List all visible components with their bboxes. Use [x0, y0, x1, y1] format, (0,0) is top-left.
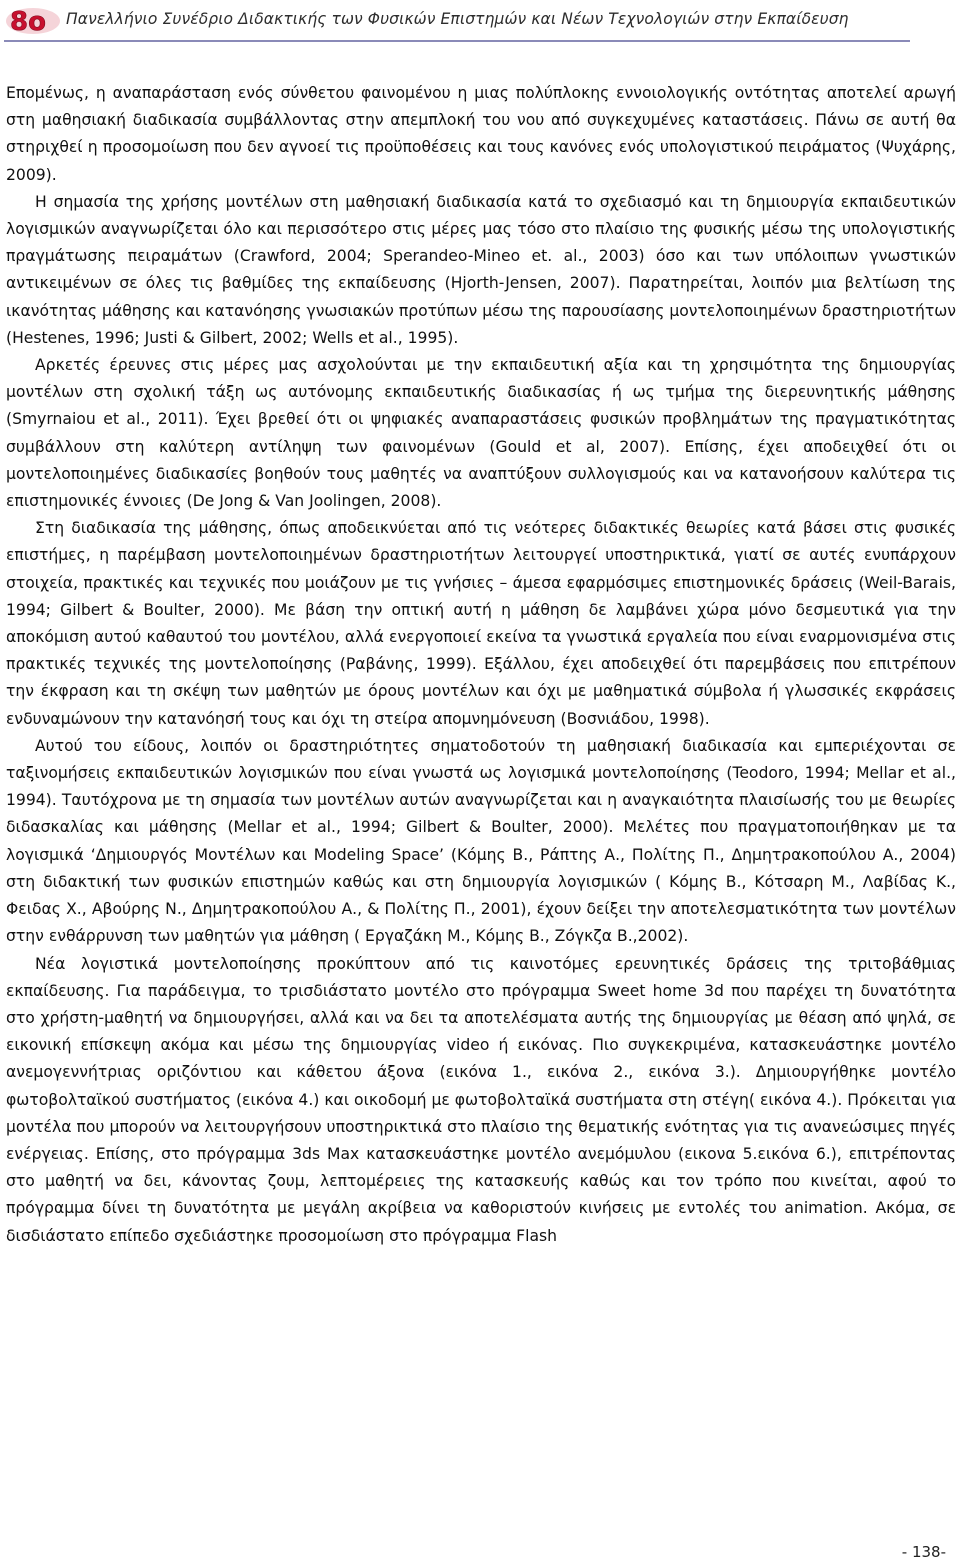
paragraph: Στη διαδικασία της μάθησης, όπως αποδεικνύεται από τις νεότερες διδακτικές θεωρίες κατά βάσει στις φυσικές επιστήμες, η παρέμβαση μοντελοποιημένων δραστηριοτήτων λειτουργεί υποστηρικτικά, γιατί σε αυτές ενυπάρχουν στοιχεία, πρακτικές και τεχνικές που μοιάζουν με τις γνήσιες – άμεσα εφαρμόσιμες επιστημονικές δράσεις (Weil-Barais, 1994; Gilbert & Boulter, 2000). Με βάση την οπτική αυτή η μάθηση δε λαμβάνει χώρα μόνο δεσμευτικά για την αποκόμιση αυτού καθαυτού του μοντέλου, αλλά ενεργοποιεί εκείνα τα γνωστικά εργαλεία που είναι εναρμονισμένα στις πρακτικές τεχνικές της μοντελοποίησης (Ραβάνης, 1999). Εξάλλου, έχει αποδειχθεί ότι παρεμβάσεις που επιτρέπουν την έκφραση και τη σκέψη των μαθητών με όρους μοντέλων και όχι με μαθηματικά σύμβολα ή γλωσσικές εκφράσεις ενδυναμώνουν την κατανόησή τους και όχι τη στείρα απομνημόνευση (Βοσνιάδου, 1998).	[6, 519, 956, 728]
paragraph: Επομένως, η αναπαράσταση ενός σύνθετου φαινομένου η μιας πολύπλοκης εννοιολογικής οντότητας αποτελεί αρωγή στη μαθησιακή διαδικασία συμβάλλοντας στην απεμπλοκή του νου από συγκεχυμένες καταστάσεις. Πάνω σε αυτή θα στηριχθεί η προσομοίωση που δεν αγνοεί τις προϋποθέσεις και τους κανόνες ενός υπολογιστικού πειράματος (Ψυχάρης, 2009).	[6, 84, 956, 184]
paragraph: Νέα λογιστικά μοντελοποίησης προκύπτουν από τις καινοτόμες ερευνητικές δράσεις της τριτοβάθμιας εκπαίδευσης. Για παράδειγμα, το τρισδιάστατο μοντέλο στο πρόγραμμα Sweet home 3d που παρέχει τη δυνατότητα στο χρήστη-μαθητή να δημιουργήσει, αλλά και να δει τα αποτελέσματα αυτής της δημιουργίας με θέαση από ψηλά, σε εικονική επίσκεψη ακόμα και μέσω της δημιουργίας video ή εικόνας. Πιο συγκεκριμένα, κατασκευάστηκε μοντέλο ανεμογεννήτριας οριζόντιου και κάθετου άξονα (εικόνα 1., εικόνα 2., εικόνα 3.). Δημιουργήθηκε μοντέλο φωτοβολταϊκού συστήματος (εικόνα 4.) και οικοδομή με φωτοβολταϊκά συστήματα στη στέγη( εικόνα 4.). Πρόκειται για μοντέλα που μπορούν να λειτουργήσουν υποστηρικτικά στο πλαίσιο της θεματικής ενότητας για τις ανανεώσιμες πηγές ενέργειας. Επίσης, στο πρόγραμμα 3ds Max κατασκευάστηκε μοντέλο ανεμόμυλου (εικονα 5.εικόνα 6.), επιτρέποντας στο μαθητή να δει, κάνοντας ζουμ, λεπτομέρειες της κατασκευής καθώς και τον τρόπο που κινείται, αφού το πρόγραμμα δίνει τη δυνατότητα με μεγάλη ακρίβεια να καθοριστούν κινήσεις με εντολές του animation. Ακόμα, σε δισδιάστατο επίπεδο σχεδιάστηκε προσομοίωση στο πρόγραμμα Flash	[6, 954, 956, 1245]
paragraph: Αυτού του είδους, λοιπόν οι δραστηριότητες σηματοδοτούν τη μαθησιακή διαδικασία και εμπεριέχονται σε ταξινομήσεις εκπαιδευτικών λογισμικών που είναι γνωστά ως λογισμικά μοντελοποίησης (Teodoro, 1994; Mellar et al., 1994). Ταυτόχρονα με τη σημασία των μοντέλων αυτών αναγνωρίζεται και η αναγκαιότητα πλαισίωσής του με θεωρίες διδασκαλίας και μάθησης (Mellar et al., 1994; Gilbert & Boulter, 2000). Μελέτες που πραγματοποιήθηκαν με τα λογισμικά ‘Δημιουργός Μοντέλων και Modeling Space’ (Κόμης Β., Ράπτης Α., Πολίτης Π., Δημητρακοπούλου Α., 2004) στη διδακτική των φυσικών επιστημών καθώς και στη δημιουργία λογισμικών ( Κόμης Β., Κότσαρη Μ., Λαβίδας Κ., Φειδας Χ., Αβούρης Ν., Δημητρακοπούλου Α., & Πολίτης Π., 2001), έχουν δείξει την αποτελεσματικότητα των μοντέλων στην ενθάρρυνση των μαθητών για μάθηση ( Εργαζάκη Μ., Κόμης Β., Ζόγκζα Β.,2002).	[6, 736, 956, 946]
page-number: - 138-	[901, 1543, 946, 1561]
paragraph: Αρκετές έρευνες στις μέρες μας ασχολούνται με την εκπαιδευτική αξία και τη χρησιμότητα της δημιουργίας μοντέλων στη σχολική τάξη ως αυτόνομης εκπαιδευτικής διαδικασίας ή ως τμήμα της διερευνητικής μάθησης (Smyrnaiou et al., 2011). Έχει βρεθεί ότι οι ψηφιακές αναπαραστάσεις φυσικών προβλημάτων της πραγματικότητας συμβάλλουν στη καλύτερη αντίληψη των φαινομένων (Gould et al, 2007). Επίσης, έχει αποδειχθεί ότι οι μοντελοποιημένες διαδικασίες βοηθούν τους μαθητές να αναπτύξουν συλλογισμούς και να κατανοήσουν καλύτερα τις επιστημονικές έννοιες (De Jong & Van Joolingen, 2008).	[6, 356, 956, 511]
logo-text: 8ο	[10, 7, 46, 36]
paragraph: Η σημασία της χρήσης μοντέλων στη μαθησιακή διαδικασία κατά το σχεδιασμό και τη δημιουργία εκπαιδευτικών λογισμικών αναγνωρίζεται όλο και περισσότερο στις μέρες μας τόσο στο πλαίσιο της φυσικής μέσω της υπολογιστικής πραγμάτωσης πειραμάτων (Crawford, 2004; Sperandeo-Mineo et. al., 2003) όσο και των υπόλοιπων γνωστικών αντικειμένων σε όλες τις βαθμίδες της εκπαίδευσης (Hjorth-Jensen, 2007). Παρατηρείται, λοιπόν μια βελτίωση της ικανότητας μάθησης και κατανόησης γνωσιακών προτύπων μέσω της παρουσίασης μοντελοποιημένων δραστηριοτήτων (Hestenes, 1996; Justi & Gilbert, 2002; Wells et al., 1995).	[6, 192, 956, 347]
conference-title: Πανελλήνιο Συνέδριο Διδακτικής των Φυσικών Επιστημών και Νέων Τεχνολογιών στην Εκπαίδευση	[66, 10, 849, 28]
conference-logo	[4, 4, 62, 36]
document-body	[6, 80, 956, 1250]
page-header	[0, 0, 960, 48]
header-divider	[4, 40, 910, 42]
